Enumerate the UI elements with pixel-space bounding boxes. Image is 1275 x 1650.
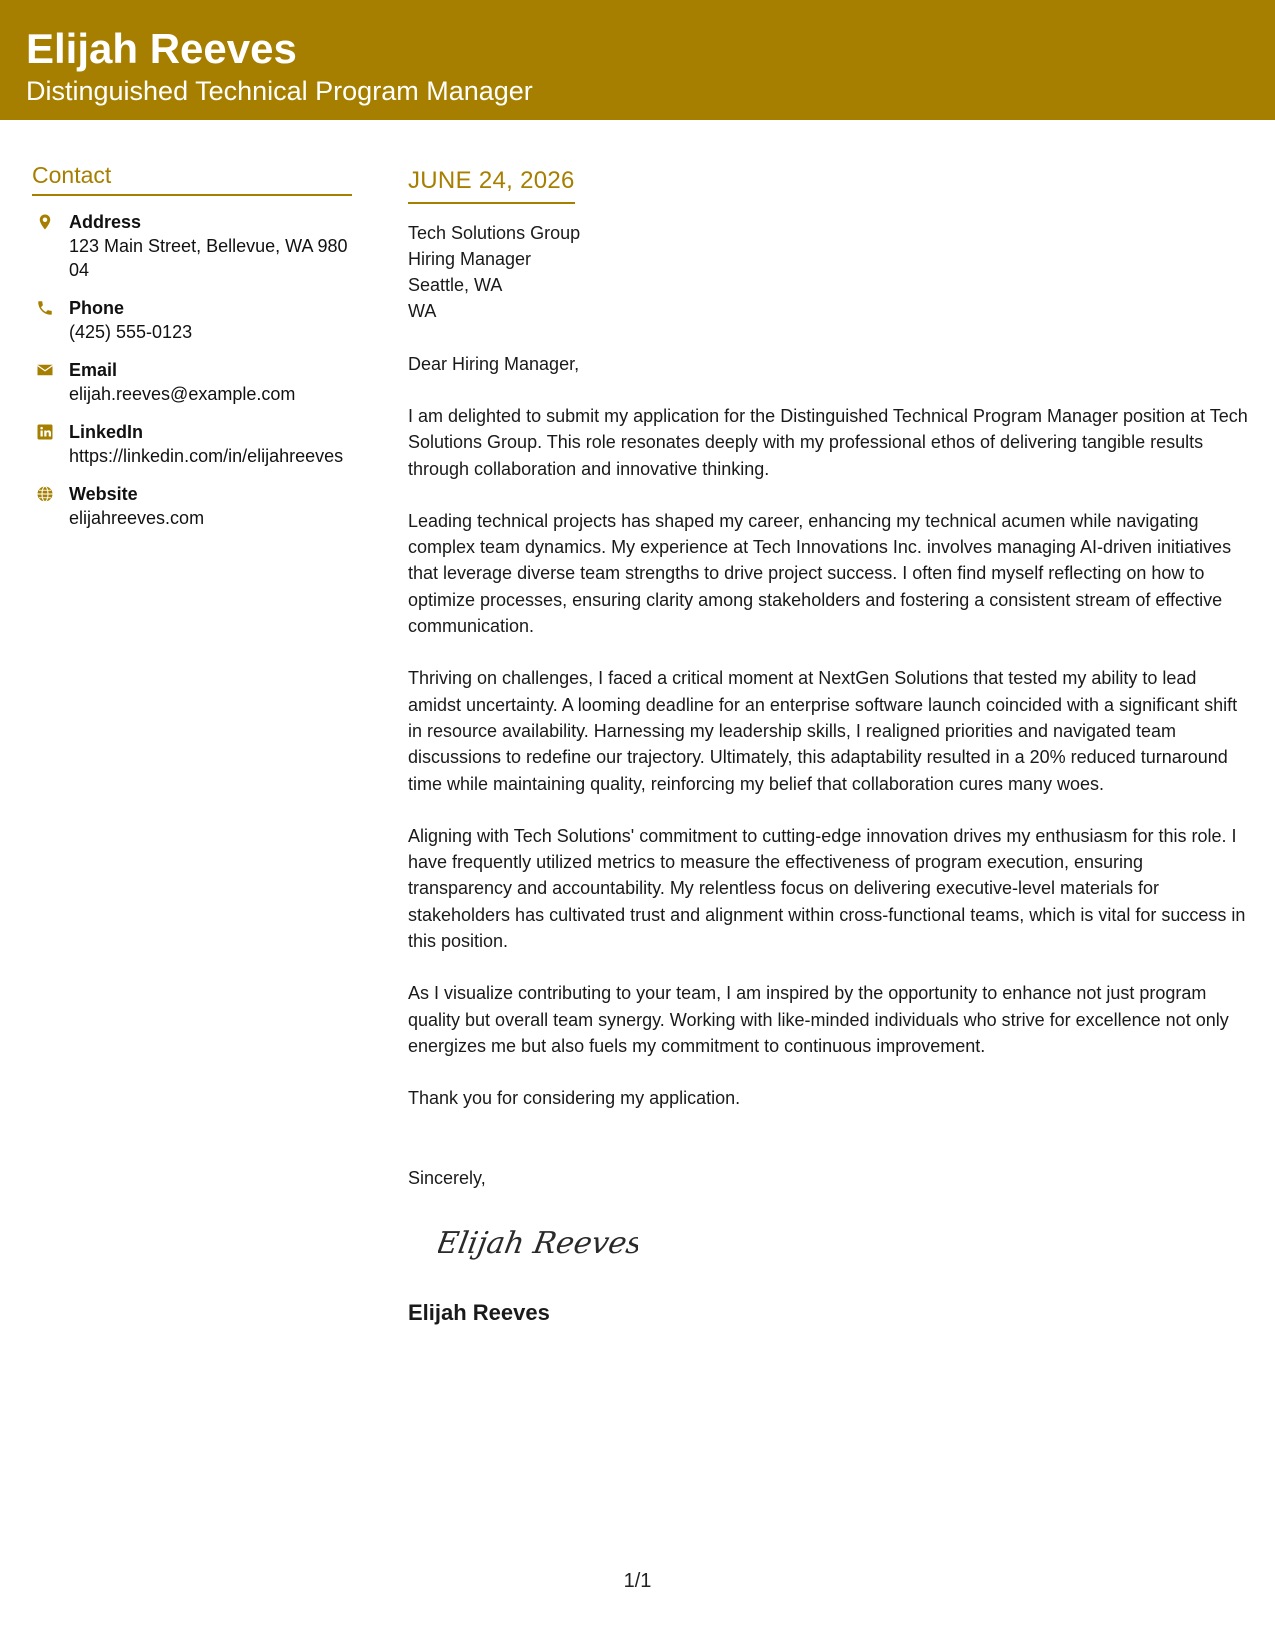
envelope-icon — [36, 361, 54, 379]
paragraph: Leading technical projects has shaped my career, enhancing my technical acumen while navigating complex team dynamics. My experience at Tech Innovations Inc. involves managing AI-driven initiatives that leverage diverse team strengths to drive project success. I often find myself reflecting on how to optimize processes, ensuring clarity among stakeholders and fostering a consistent stream of effective communication. — [408, 510, 1232, 637]
recipient-block — [408, 220, 1250, 324]
contact-phone — [32, 296, 352, 344]
signature-image — [438, 1213, 638, 1273]
recipient-line: Hiring Manager — [408, 249, 532, 269]
letter-date: JUNE 24, 2026 — [408, 166, 575, 204]
contact-linkedin — [32, 420, 352, 468]
page-indicator: 1/1 — [623, 1570, 652, 1592]
closing: Sincerely, — [408, 1167, 486, 1188]
paragraph: As I visualize contributing to your team, I am inspired by the opportunity to enhance not just program quality but overall team synergy. Working with like-minded individuals who strive for excellence not only energizes me but also fuels my commitment to continuous improvement. — [408, 983, 1229, 1056]
paragraph: Aligning with Tech Solutions' commitment to cutting-edge innovation drives my enthusiasm for this role. I have frequently utilized metrics to measure the effectiveness of program execution, ensuring transparency and accountability. My relentless focus on delivering executive-level materials for stakeholders has cultivated trust and alignment within cross-functional teams, which is vital for success in this position. — [408, 825, 1246, 952]
contact-value[interactable]: elijahreeves.com — [69, 508, 205, 528]
contact-email — [32, 358, 352, 406]
signer-name: Elijah Reeves — [408, 1299, 550, 1325]
salutation: Dear Hiring Manager, — [408, 354, 580, 374]
letter-body — [408, 166, 1250, 1328]
applicant-name: Elijah Reeves — [26, 25, 297, 72]
paragraph: I am delighted to submit my application for the Distinguished Technical Program Manager position at Tech Solutions Group. This role resonates deeply with my professional ethos of delivering tangible results through collaboration and innovative thinking. — [408, 406, 1248, 479]
contact-address — [32, 210, 352, 282]
recipient-line: WA — [408, 301, 437, 321]
contact-heading: Contact — [32, 160, 352, 196]
contact-label: Website — [69, 484, 138, 504]
contact-value: (425) 555-0123 — [69, 322, 193, 342]
paragraph: Thriving on challenges, I faced a critical moment at NextGen Solutions that tested my ability to lead amidst uncertainty. A looming deadline for an enterprise software launch coincided with a significant shift in resource availability. Harnessing my leadership skills, I realigned priorities and navigated team discussions to redefine our trajectory. Ultimately, this adaptability resulted in a 20% reduced turnaround time while maintaining quality, reinforcing my belief that collaboration cures many woes. — [408, 668, 1238, 794]
contact-label: Phone — [69, 298, 125, 318]
header-banner — [0, 0, 1275, 120]
globe-icon — [36, 485, 54, 503]
contact-website — [32, 482, 352, 530]
signature-text: Elijah Reeves — [438, 1225, 638, 1261]
applicant-title: Distinguished Technical Program Manager — [26, 76, 533, 106]
contact-value: 123 Main Street, Bellevue, WA 98004 — [69, 236, 348, 280]
recipient-line: Tech Solutions Group — [408, 223, 581, 243]
phone-icon — [36, 299, 54, 317]
linkedin-icon — [36, 423, 54, 441]
contact-label: LinkedIn — [69, 422, 144, 442]
contact-label: Email — [69, 360, 118, 380]
recipient-line: Seattle, WA — [408, 275, 503, 295]
contact-sidebar — [32, 160, 352, 530]
paragraph: Thank you for considering my application. — [408, 1088, 741, 1109]
map-pin-icon — [36, 213, 54, 231]
contact-value[interactable]: https://linkedin.com/in/elijahreeves — [69, 446, 344, 466]
contact-label: Address — [69, 212, 142, 232]
contact-value: elijah.reeves@example.com — [69, 384, 296, 404]
